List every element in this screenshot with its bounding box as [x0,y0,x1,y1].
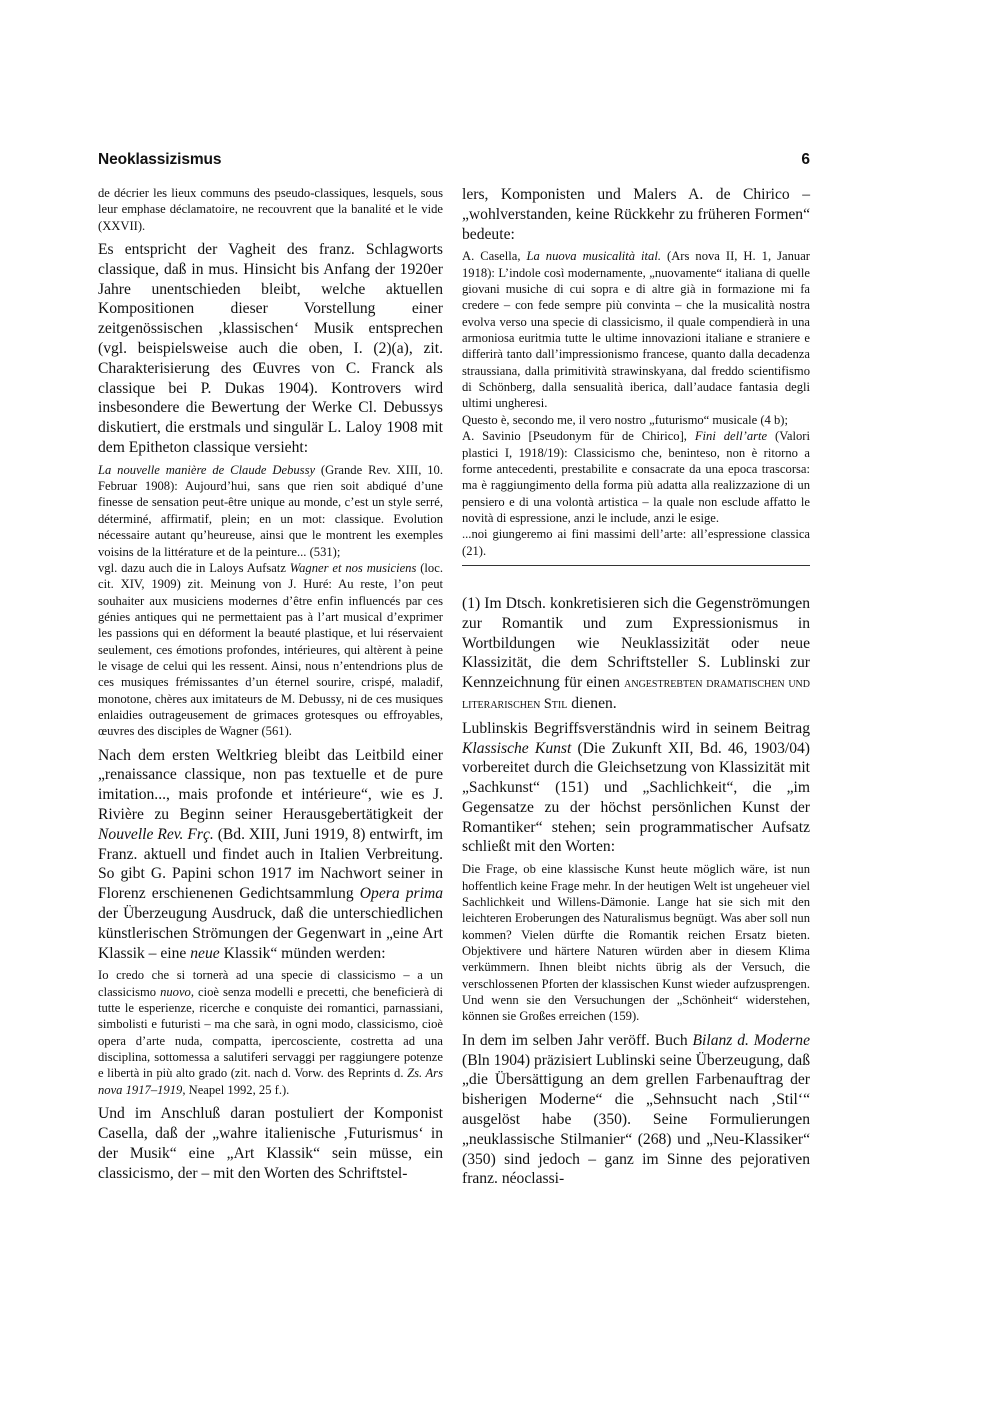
text-run: Nach dem ersten Weltkrieg bleibt das Leitbild einer „renaissance classique, non pas textuelle et de pure imitation..., mais profonde et intérieure“, wie es J. Rivière zu Beginn seiner Herausgebertätigkeit der [98,746,443,824]
quote-block: Die Frage, ob eine klassische Kunst heute möglich wäre, ist nun hoffentlich keine Frage mehr. In der heutigen Welt ist ungeheuer viel Sachlichkeit und Willens-Dämonie. Lange hat sie sich mit den leichteren Eroberungen des Naturalismus begnügt. Was aber soll nun kommen? Vielen dürfte die Romantik reichen Ersatz bieten. Objektivere und härtere Naturen würden aber in diesem Klima verkümmern. Ihnen bleibt nichts übrig als der Versuch, die verschlossenen Pforten der klassischen Kunst wieder aufzusprengen. Und wenn sie den Versuchungen der „Schönheit“ widerstehen, können sie Großes erreichen (159). [462,862,810,1024]
quote-text: (loc. cit. XIV, 1909) zit. Meinung von J. Huré: Au reste, l’on peut souhaiter aux musiciens modernes d’être enfin influencés par ces génies antiques qui ne permettaient pas à l’art musical d’exprimer les passions qui en déforment la beauté plastique, et lui réservaient seulement, ces émotions profondes, intérieures, qui altèrent à peine le visage de celui qui les ressent. Ainsi, nous n’entendrions plus de ces musiques frémissantes d’un éternel sourire, crispé, maladif, monotone, chères aux imitateurs de M. Debussy, ni de ces musiques enlaidies outrageusement de grimaces grotesques ou effroyables, œuvres des disciples de Wagner (561). [98,560,443,739]
quote-text: (Valori plastici I, 1918/19): Classicismo che, beninteso, non è ritorno a forme antecedenti, prestabilite e consacrate da una epoca trascorsa: ma è raggiungimento della forma più adatta alla realizzazione di un pensiero e di una volontà artistica – la quale non esclude affatto le novità di espressione, anzi le include, anzi le esige. [462,429,810,525]
running-head: Neoklassizismus [98,151,222,168]
quote-block [98,967,443,1098]
cited-title: Wagner et nos musiciens [289,560,417,575]
page-number: 6 [801,151,810,168]
right-column [462,185,810,1193]
body-paragraph: Es entspricht der Vagheit des franz. Schlagworts classique, daß in mus. Hinsicht bis Anfang der 1920er Jahre unentschieden bleibt, welche aktuellen Kompositionen dieser Vorstellung einer zeitgenössischen ‚klassischen‘ Musik entsprechen (vgl. beispielsweise auch die oben, I. (2)(a), zit. Charakterisierung des Œuvres von C. Franck als classique bei P. Dukas 1904). Kontrovers wird insbesondere die Bewertung der Werke Cl. Debussys diskutiert, die erstmals und singulär L. Laloy 1908 mit dem Epitheton classique versieht: [98,241,443,456]
text-run: (Bln 1904) präzisiert Lublinski seine Überzeugung, daß „die Übersättigung an dem grellen Farbenauftrag der bisherigen Moderne“ die „Sehnsucht nach ‚Stil‘“ ausgelöst habe (350). Seine Formulierungen „neuklassische Stilmanier“ (268) und „Neu-Klassiker“ (350) sind jedoch – ganz im Sinne des pejorativen franz. néoclassi- [462,1051,810,1188]
text-run: (Die Zukunft XII, Bd. 46, 1903/04) vorbereitet durch die Gleichsetzung von Klassizität mit „Sachkunst“ (151) und „Sachlichkeit“, die „im Gegensatze zu der höchst persönlichen Kunst der Romantiker“ stehen; sein programmatischer Aufsatz schließt mit den Worten: [462,739,810,856]
quote-text: A. Savinio [Pseudonym für de Chirico], [462,429,695,444]
quote-text: ...noi giungeremo ai fini massimi dell’arte: all’espressione classica (21). [462,527,810,558]
text-run: dienen. [567,694,617,712]
cited-title: Zs. Ars nova 1917–1919 [98,1066,443,1097]
quote-block [462,248,810,559]
quote-block [98,462,443,740]
text-run: (Bd. XIII, Juni 1919, 8) entwirft, im Franz. aktuell und findet auch in Italien Verbreitung. So gibt G. Papini schon 1917 im Nachwort seiner in Florenz erschienenen Gedichtsammlung [98,825,443,903]
divider-spacing [462,566,810,594]
small-caps-term: angestrebten dramatischen und literarischen Stil [462,675,810,712]
page-header [98,151,810,177]
body-paragraph [98,746,443,964]
text-run: Klassik“ münden werden: [219,944,386,962]
quote-text: Questo è, secondo me, il vero nostro „futurismo“ musicale (4 b); [462,412,788,427]
text-run: In dem im selben Jahr veröff. Buch [462,1031,693,1049]
quote-text: Io credo che si tornerà ad una specie di classicismo – a un classicismo [98,968,443,999]
cited-title: Nouvelle Rev. Frç. [98,825,214,843]
text-run: der Überzeugung Ausdruck, daß die unterschiedlichen künstlerischen Strömungen der Gegenwart in „eine Art Klassik – eine [98,905,443,962]
cited-title: Fini dell’arte [694,429,768,444]
body-paragraph [462,1031,810,1189]
emphasis: nuovo [160,984,191,999]
cited-title: La nouvelle manière de Claude Debussy [98,462,316,477]
text-run: Lublinskis Begriffsverständnis wird in seinem Beitrag [462,719,810,737]
cited-title: La nuova musicalità ital. [526,249,661,264]
quote-block [98,185,443,234]
cited-title: Klassische Kunst [462,739,572,757]
quote-text: (Ars nova II, H. 1, Januar 1918): L’indole così modernamente, „nuovamente“ italiana di quelle giovani musiche di cui sopra e di altre già in formazione mi fa credere – con fede sempre più convinta – che la musicalità nostra evolva verso una specie di classicismo, il quale compendierà in una armoniosa euritmia tutte le ultime innovazioni italiane e straniere e differirà tanto dall’impressionismo francese, quanto dalla decadenza straussiana, dalla primitività strawinskyana, dal freddo scientifismo di Schönberg, dalla sensualità iberica, dall’audace fantasia degli ultimi ungheresi. [462,249,810,411]
quote-text: , cioè senza modelli e precetti, che beneficierà di tutte le esperienze, ricerche e conquiste dei romantici, parnassiani, simbolisti e futuristi – ma che sarà, in ogni modo, classicismo, cioè opera d’arte nuda, compatta, ipercosciente, costretta ad una disciplina, sottomessa a salutiferi servaggi per raggiungere potenze e libertà in più alto grado (zit. nach d. Vorw. des Reprints d. [98,984,444,1081]
text-run: (1) Im Dtsch. konkretisieren sich die Gegenströmungen zur Romantik und zum Expressionismus in Wortbildungen wie Neuklassizität oder neue Klassizität, die dem Schriftsteller S. Lublinski zur Kennzeichnung für einen [462,594,810,692]
quote-text: de décrier les lieux communs des pseudo-classiques, lesquels, sous leur emphase déclamatoire, ne recouvrent que la banalité et le vide (XXVII). [98,186,443,233]
body-paragraph: Und im Anschluß daran postuliert der Komponist Casella, daß der „wahre italienische ‚Futurismus‘ in der Musik“ eine „Art Klassik“ sein müsse, ein classicismo, der – mit den Worten des Schriftstel- [98,1105,443,1182]
body-paragraph [462,594,810,715]
quote-text: vgl. dazu auch die in Laloys Aufsatz [98,560,290,575]
body-paragraph [462,719,810,858]
cited-title: Opera prima [359,885,443,903]
cited-title: Bilanz d. Moderne [692,1031,811,1049]
quote-text: (Grande Rev. XIII, 10. Februar 1908): Aujourd’hui, sans que rien soit abdiqué d’une finesse de sensation peut-être unique au monde, c’est un style serré, déterminé, affirmatif, plein; en un mot: classique. Evolution nécessaire autant qu’heureuse, ainsi que le montrent les exemples voisins de la littérature et de la peinture... (531); [98,462,443,559]
left-column [98,185,443,1187]
body-paragraph: lers, Komponisten und Malers A. de Chirico – „wohlverstanden, keine Rückkehr zu früheren Formen“ bedeute: [462,186,810,243]
quote-text: A. Casella, [462,249,527,264]
emphasis: neue [190,944,220,962]
quote-text: , Neapel 1992, 25 f.). [182,1082,290,1097]
